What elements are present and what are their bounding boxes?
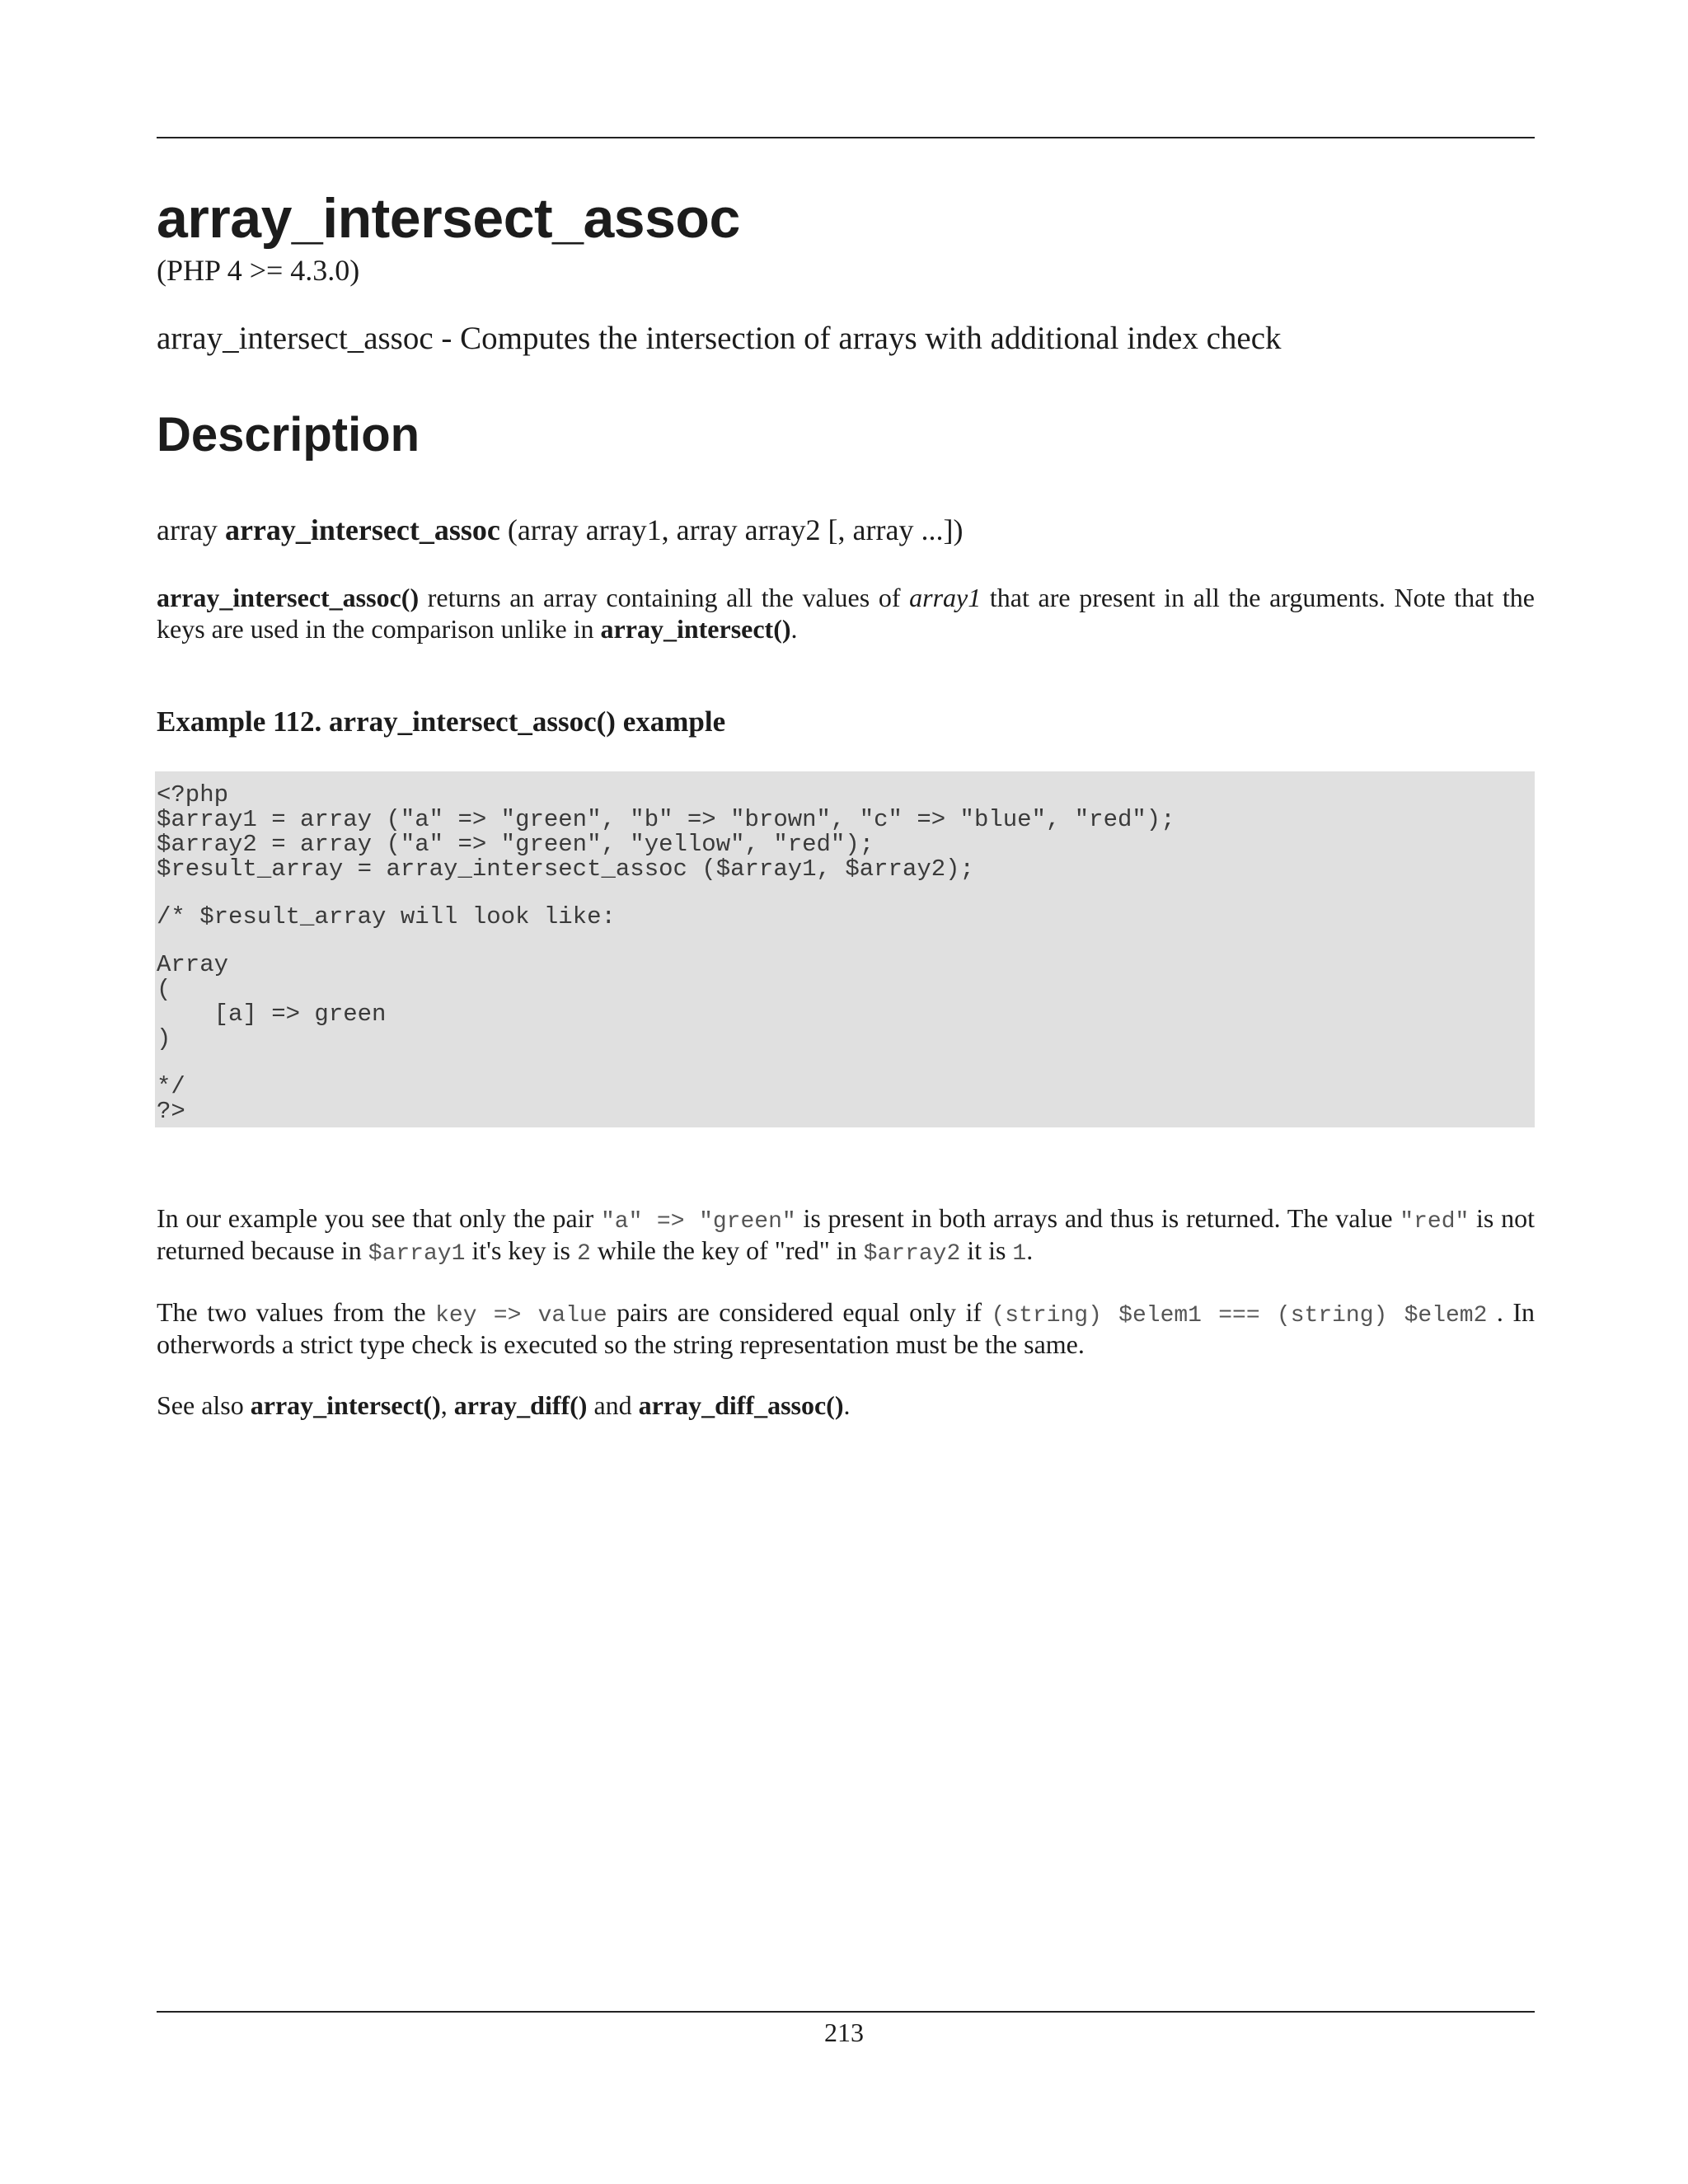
text: The two values from the	[157, 1297, 436, 1328]
text: and	[587, 1390, 639, 1420]
description-text-part: returns an array containing all the values of	[419, 583, 910, 613]
text: .	[1026, 1235, 1034, 1266]
text: is not returned because in	[157, 1203, 1536, 1266]
text: it's key is	[465, 1235, 577, 1266]
inline-code: $array1	[368, 1241, 466, 1268]
inline-code: (string) $elem1 === (string) $elem2	[991, 1303, 1488, 1329]
inline-code: "a" => "green"	[600, 1209, 796, 1235]
text: See also	[157, 1390, 251, 1420]
code-segment: /* $result_array will look like:	[157, 903, 616, 931]
text: is present in both arrays and thus is returned. The value	[795, 1203, 1400, 1234]
see-also-link-array-diff-assoc[interactable]: array_diff_assoc()	[638, 1390, 844, 1420]
function-purpose: array_intersect_assoc - Computes the intersection of arrays with additional index check	[157, 320, 1282, 356]
php-version: (PHP 4 >= 4.3.0)	[157, 253, 360, 287]
function-synopsis	[157, 511, 1535, 550]
code-segment: */ ?>	[157, 1073, 185, 1126]
description-arg: array1	[909, 583, 982, 613]
see-also-link-array-diff[interactable]: array_diff()	[453, 1390, 588, 1420]
page-number: 213	[824, 2018, 864, 2047]
description-heading: Description	[157, 407, 420, 462]
see-also-link-array-intersect[interactable]: array_intersect()	[250, 1390, 441, 1420]
synopsis-params: (array array1, array array2 [, array ...])	[507, 513, 964, 547]
inline-code: 1	[1012, 1241, 1027, 1268]
description-text-end: .	[790, 613, 798, 644]
synopsis-return-type: array	[157, 513, 218, 547]
text: it is	[960, 1235, 1013, 1266]
see-also-paragraph	[157, 1390, 1535, 1422]
text: ,	[440, 1390, 454, 1420]
example-title: Example 112. array_intersect_assoc() example	[157, 705, 726, 738]
function-title: array_intersect_assoc	[157, 187, 740, 250]
inline-code: key => value	[435, 1303, 607, 1329]
text: .	[843, 1390, 851, 1420]
text: pairs are considered equal only if	[607, 1297, 992, 1328]
description-text-part: that are present in all the arguments. Note that the keys are used in the comparison unlike in	[157, 583, 1536, 644]
page-content	[157, 188, 1535, 1422]
description-ref: array_intersect()	[600, 613, 791, 644]
text: In our example you see that only the pair	[157, 1203, 601, 1234]
text: while the key of "red" in	[590, 1235, 864, 1266]
text: . In otherwords a strict type check is executed so the string representation must be the same.	[157, 1297, 1535, 1360]
footer-rule	[157, 2011, 1535, 2013]
description-func: array_intersect_assoc()	[157, 583, 420, 613]
comparison-paragraph	[157, 1297, 1535, 1361]
code-segment: <?php $array1 = array ("a" => "green", "b" => "brown", "c" => "blue", "red"); $array2 = array ("a" => "green", "yellow", "red"); $result_array = array_intersect_assoc ($array1, $array2);	[157, 781, 1175, 883]
explanation-paragraph	[157, 1203, 1535, 1268]
inline-code: $array2	[863, 1241, 961, 1268]
inline-code: "red"	[1400, 1209, 1470, 1235]
code-segment: Array ( [a] => green )	[157, 951, 387, 1053]
inline-code: 2	[576, 1241, 591, 1268]
description-text	[157, 583, 1535, 645]
synopsis-function-name: array_intersect_assoc	[224, 513, 500, 547]
header-rule	[157, 137, 1535, 138]
code-block	[155, 771, 1535, 1127]
